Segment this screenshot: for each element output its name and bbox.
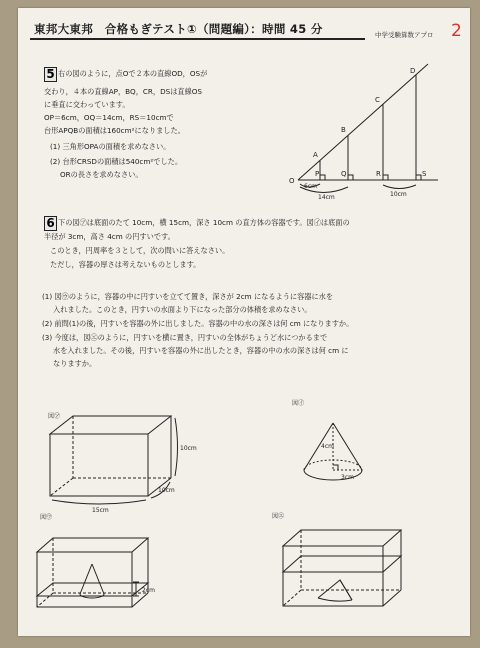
q6-line-4: ただし，容器の厚さは考えないものとします。 xyxy=(50,260,201,269)
point-b-label: B xyxy=(341,126,346,134)
figure-a-width: 15cm xyxy=(92,507,109,514)
q6-question-1a: (1) 図㋒のように，容器の中に円すいを立てて置き，深さが 2cm になるように容器に水を xyxy=(42,292,334,301)
dim-rs-label: 10cm xyxy=(390,191,407,198)
q6-line-3: このとき，円周率を３として，次の問いに答えなさい。 xyxy=(50,246,230,255)
q6-question-3c: なりますか。 xyxy=(53,359,97,368)
q5-line-4: OP＝6cm，OQ＝14cm，RS＝10cmで xyxy=(44,113,174,122)
point-r-label: R xyxy=(376,170,381,178)
q6-question-2: (2) 前問(1)の後，円すいを容器の外に出しました。容器の中の水の深さは何 cm になりますか。 xyxy=(42,319,354,328)
figure-b-height: 4cm xyxy=(321,443,334,450)
q5-line-1: 右の図のように，点Oで２本の直線OD，OSが xyxy=(58,69,208,78)
point-p-label: P xyxy=(315,170,320,178)
figure-d-label: 図㋓ xyxy=(272,513,285,520)
worksheet-page xyxy=(18,8,470,636)
point-d-label: D xyxy=(410,67,416,75)
page-number: 2 xyxy=(451,21,462,41)
figure-c-water-depth: 2cm xyxy=(142,587,155,594)
point-a-label: A xyxy=(313,151,318,159)
figure-a-label: 図㋐ xyxy=(48,413,61,420)
point-q-label: Q xyxy=(341,170,347,178)
q6-line-2: 半径が 3cm，高さ 4cm の円すいです。 xyxy=(44,232,175,241)
q5-line-2: 交わり，４本の直線AP，BQ，CR，DSは直線OS xyxy=(44,87,202,96)
dim-oq-label: 14cm xyxy=(318,194,335,201)
figure-a-depth: 10cm xyxy=(180,445,197,452)
q5-sub-1: (1) 三角形OPAの面積を求めなさい。 xyxy=(50,142,171,151)
q6-question-3a: (3) 今度は，図㋓のように，円すいを横に置き，円すいの全体がちょうど水につかるまで xyxy=(42,333,328,342)
figure-d-container-sideways-cone xyxy=(18,8,470,648)
question-5-number: 5 xyxy=(44,67,57,82)
q5-line-5: 台形APQBの面積は160cm²になりました。 xyxy=(44,126,185,135)
page-title: 東邦大東邦 合格もぎテスト①（問題編）：時間 45 分 xyxy=(34,22,323,36)
dim-op-label: 6cm xyxy=(304,183,317,190)
publisher-label: 中学受験算数アプロ xyxy=(375,31,434,39)
figure-b-radius: 3cm xyxy=(341,474,354,481)
figure-c-label: 図㋒ xyxy=(40,514,53,521)
point-c-label: C xyxy=(375,96,380,104)
q5-line-3: に垂直に交わっています。 xyxy=(44,100,130,109)
figure-a-length: 10cm xyxy=(158,487,175,494)
question-6-number: 6 xyxy=(44,216,57,231)
point-o-label: O xyxy=(289,177,295,185)
q5-sub-2b: ORの長さを求めなさい。 xyxy=(60,170,143,179)
q5-sub-2a: (2) 台形CRSDの面積は540cm²でした。 xyxy=(50,157,183,166)
q6-question-1b: 入れました。このとき，円すいの水面より下になった部分の体積を求めなさい。 xyxy=(53,305,312,314)
q6-question-3b: 水を入れました。その後，円すいを容器の外に出したとき，容器の中の水の深さは何 cm に xyxy=(53,346,349,355)
point-s-label: S xyxy=(422,170,427,178)
figure-b-label: 図㋑ xyxy=(292,400,305,407)
q6-line-1: 下の図㋐は底面のたて 10cm，横 15cm，深さ 10cm の直方体の容器です。図㋑は底面の xyxy=(58,218,350,227)
